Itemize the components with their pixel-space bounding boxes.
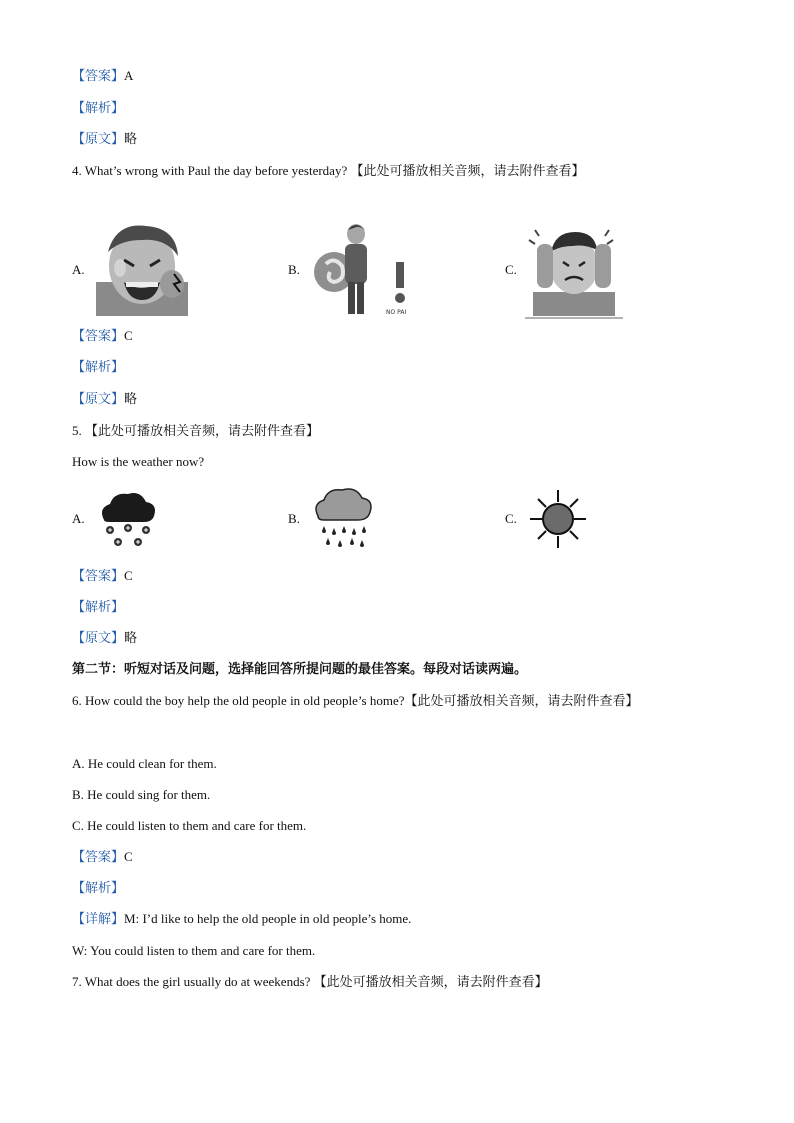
q4-answer-line: 【答案】C [72, 328, 133, 343]
q3-original-line: 【原文】略 [72, 131, 138, 146]
q4-original-line: 【原文】略 [72, 391, 138, 406]
detail-label: 详解 [85, 911, 112, 926]
original-label: 原文 [85, 131, 112, 146]
q3-analysis-line: 【解析】 [72, 100, 125, 115]
q4-question: 4. What’s wrong with Paul the day before yesterday? 【此处可播放相关音频，请去附件查看】 [72, 163, 585, 178]
analysis-label: 解析 [85, 100, 112, 115]
q6-answer-line: 【答案】C [72, 849, 133, 864]
toothache-boy-icon[interactable] [96, 222, 188, 316]
snow-cloud-icon[interactable] [96, 488, 158, 548]
q5-question: How is the weather now? [72, 454, 205, 469]
q4-b-caption: NO PAI [386, 309, 407, 316]
q3-original-value: 略 [124, 131, 138, 146]
headache-man-icon[interactable] [525, 222, 623, 320]
q3-answer-value: A [124, 68, 134, 83]
q6-answer-value: C [124, 849, 133, 864]
q6-detail-w: W: You could listen to them and care for them. [72, 943, 316, 958]
stomachache-man-icon[interactable] [312, 222, 412, 318]
q5-analysis-line: 【解析】 [72, 599, 125, 614]
q6-detail-line: 【详解】M: I’d like to help the old people in old people’s home. [72, 911, 412, 926]
q4-option-c-label[interactable]: C. [505, 262, 517, 277]
q4-analysis-line: 【解析】 [72, 359, 125, 374]
q5-option-c-label[interactable]: C. [505, 511, 517, 526]
q6-question: 6. How could the boy help the old people in old people’s home?【此处可播放相关音频，请去附件查看】 [72, 693, 639, 708]
answer-label: 答案 [85, 68, 112, 83]
q7-question: 7. What does the girl usually do at weekends? 【此处可播放相关音频，请去附件查看】 [72, 974, 548, 989]
q5-answer-value: C [124, 568, 133, 583]
q5-original-value: 略 [124, 630, 138, 645]
q6-option-a[interactable]: A. He could clean for them. [72, 756, 217, 771]
q5-option-b-label[interactable]: B. [288, 511, 300, 526]
audio-note[interactable]: 【此处可播放相关音频，请去附件查看】 [313, 974, 548, 989]
q6-detail-m: M: I’d like to help the old people in old people’s home. [124, 911, 412, 926]
q4-answer-value: C [124, 328, 133, 343]
q5-answer-line: 【答案】C [72, 568, 133, 583]
sun-icon[interactable] [528, 488, 588, 550]
q6-option-b[interactable]: B. He could sing for them. [72, 787, 211, 802]
q5-option-a-label[interactable]: A. [72, 511, 85, 526]
audio-note[interactable]: 【此处可播放相关音频，请去附件查看】 [85, 423, 320, 438]
section-2-heading: 第二节：听短对话及问题，选择能回答所提问题的最佳答案。每段对话读两遍。 [72, 662, 528, 677]
q4-option-b-label[interactable]: B. [288, 262, 300, 277]
q5-original-line: 【原文】略 [72, 630, 138, 645]
q6-analysis-line: 【解析】 [72, 880, 125, 895]
audio-note[interactable]: 【此处可播放相关音频，请去附件查看】 [350, 163, 585, 178]
q4-original-value: 略 [124, 391, 138, 406]
audio-note[interactable]: 【此处可播放相关音频，请去附件查看】 [404, 693, 639, 708]
q5-header: 5. 【此处可播放相关音频，请去附件查看】 [72, 423, 320, 438]
q3-answer-line: 【答案】A [72, 68, 134, 83]
q6-option-c[interactable]: C. He could listen to them and care for them. [72, 818, 307, 833]
q4-option-a-label[interactable]: A. [72, 262, 85, 277]
rain-cloud-icon[interactable] [312, 486, 374, 550]
